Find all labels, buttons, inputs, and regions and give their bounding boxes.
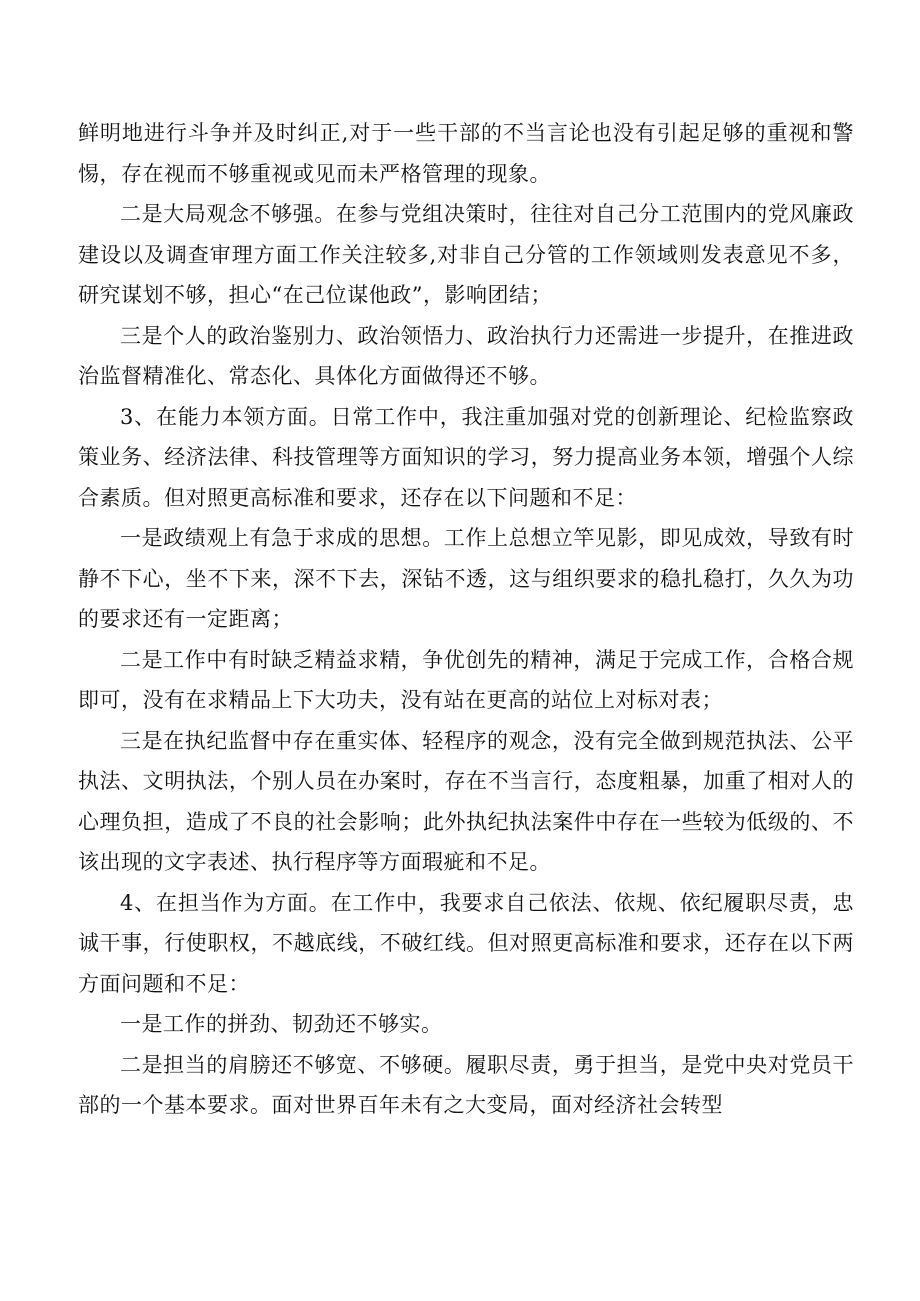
- paragraph-drive: 一是工作的拼劲、韧劲还不够实。: [120, 1012, 443, 1036]
- paragraph-overall-view: 二是大局观念不够强。在参与党组决策时，往往对自己分工范围内的党风廉政建设以及调查审理方面工作关注较多,对非自己分管的工作领域则发表意见不多，研究谋划不够，担心“在己位谋他政”，影响团结；: [78, 202, 854, 307]
- paragraph-political-ability: 三是个人的政治鉴别力、政治领悟力、政治执行力还需进一步提升，在推进政治监督精准化、常态化、具体化方面做得还不够。: [78, 323, 854, 388]
- paragraph-section-3-capability: 3、在能力本领方面。日常工作中，我注重加强对党的创新理论、纪检监察政策业务、经济法律、科技管理等方面知识的学习，努力提高业务本领，增强个人综合素质。但对照更高标准和要求，还存在以下问题和不足：: [78, 404, 854, 510]
- paragraph-achievement-view: 一是政绩观上有急于求成的思想。工作上总想立竿见影，即见成效，导致有时静不下心，坐不下来，深不下去，深钻不透，这与组织要求的稳扎稳打，久久为功的要求还有一定距离；: [78, 526, 854, 631]
- paragraph-section-4-responsibility: 4、在担当作为方面。在工作中，我要求自己依法、依规、依纪履职尽责，忠诚干事，行使职权，不越底线，不破红线。但对照更高标准和要求，还存在以下两方面问题和不足：: [78, 890, 854, 996]
- paragraph-procedure: 三是在执纪监督中存在重实体、轻程序的观念，没有完全做到规范执法、公平执法、文明执法，个别人员在办案时，存在不当言行，态度粗暴，加重了相对人的心理负担，造成了不良的社会影响；此外执纪执法案件中存在一些较为低级的、不该出现的文字表述、执行程序等方面瑕疵和不足。: [78, 728, 854, 874]
- paragraph-continuation: 鲜明地进行斗争并及时纠正,对于一些干部的不当言论也没有引起足够的重视和警惕，存在视而不够重视或见而未严格管理的现象。: [78, 121, 854, 186]
- paragraph-shoulders: 二是担当的肩膀还不够宽、不够硬。履职尽责，勇于担当，是党中央对党员干部的一个基本要求。面对世界百年未有之大变局，面对经济社会转型: [78, 1052, 854, 1117]
- paragraph-excellence: 二是工作中有时缺乏精益求精，争优创先的精神，满足于完成工作，合格合规即可，没有在求精品上下大功夫，没有站在更高的站位上对标对表；: [78, 647, 854, 712]
